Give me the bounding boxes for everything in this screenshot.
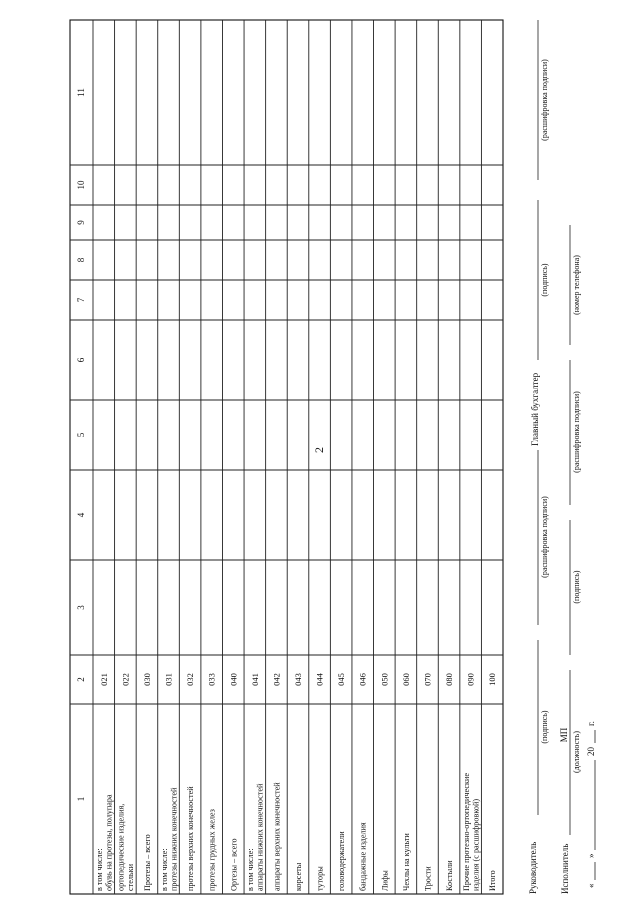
- column-header: 10: [76, 180, 86, 190]
- row-label: Чехлы на культи: [401, 833, 411, 891]
- row-code: 042: [271, 673, 282, 686]
- executor-phone-caption: (номер телефона): [572, 255, 581, 315]
- row-code: 032: [185, 673, 196, 686]
- row-code: 043: [293, 673, 303, 686]
- manager-label: Руководитель: [528, 841, 538, 894]
- row-code: 033: [206, 673, 217, 686]
- row-code: 080: [444, 673, 455, 686]
- executor-decode-caption: (расшифровка подписи): [572, 391, 581, 473]
- row-label: протезы верхних конечностей: [186, 786, 196, 891]
- stamp-mark: МП: [559, 727, 569, 743]
- form-content: [70, 20, 596, 894]
- row-code: 050: [379, 673, 390, 686]
- date-year-prefix: 20: [586, 747, 596, 756]
- column-header: 6: [76, 357, 86, 363]
- column-header: 2: [76, 677, 86, 682]
- row-label: Лифы: [380, 870, 390, 891]
- row-label: изделия (с расшифровкой): [471, 798, 481, 891]
- column-header: 8: [76, 257, 86, 263]
- row-label: стельки: [126, 863, 136, 891]
- row-label: корсеты: [294, 862, 303, 891]
- column-header: 1: [76, 796, 86, 802]
- row-label: головодержатели: [337, 831, 347, 891]
- accountant-decode-caption: (расшифровка подписи): [540, 59, 549, 141]
- row-code: 041: [249, 673, 260, 686]
- row-label: аппараты верхних конечностей: [272, 782, 282, 891]
- row-code: 030: [141, 673, 152, 686]
- row-label: туторы: [315, 866, 325, 891]
- row-label: Трости: [423, 866, 433, 891]
- row-label: Итого: [488, 870, 498, 891]
- row-label: ортопедические изделия,: [116, 803, 126, 891]
- row-label: Протезы – всего: [142, 834, 152, 891]
- row-label: в том числе:: [246, 848, 256, 891]
- row-code: 070: [422, 673, 433, 686]
- row-code: 044: [314, 673, 325, 686]
- manager-decode-caption: (расшифровка подписи): [540, 496, 549, 578]
- row-label: обувь на протезы, полупара: [104, 794, 114, 891]
- column-header: 3: [76, 605, 86, 610]
- executor-position-caption: (должность): [572, 731, 581, 773]
- row-code: 060: [400, 673, 411, 686]
- row-label: в том числе:: [159, 848, 169, 891]
- row-label: аппараты нижних конечностей: [255, 783, 265, 891]
- table-grid: [70, 20, 503, 894]
- column-header: 4: [76, 512, 86, 518]
- date-year-suffix: г.: [586, 721, 596, 726]
- row-label: бандажные изделия: [358, 822, 368, 891]
- row-label: протезы нижних конечностей: [169, 787, 179, 891]
- row-label: в том числе:: [95, 848, 105, 891]
- row-code: 090: [465, 673, 476, 686]
- date-open-quote: «: [586, 883, 596, 888]
- date-close-quote: »: [586, 853, 596, 858]
- row-code: 031: [163, 673, 174, 686]
- data-table: [70, 20, 503, 894]
- row-label: Ортезы – всего: [229, 838, 239, 891]
- row-code: 100: [487, 673, 498, 686]
- signature-block: [528, 20, 596, 894]
- executor-label: Исполнитель: [560, 843, 570, 894]
- row-label: протезы грудных желез: [207, 809, 217, 891]
- row-code: 022: [120, 673, 131, 686]
- manager-sign-caption: (подпись): [540, 710, 549, 744]
- column-header: 7: [76, 297, 86, 303]
- row-label: Прочие протезно-ортопедические: [461, 773, 471, 891]
- accountant-sign-caption: (подпись): [540, 263, 549, 297]
- executor-sign-caption: (подпись): [572, 570, 581, 604]
- column-header: 5: [76, 432, 86, 438]
- row-code: 045: [336, 673, 347, 686]
- row-code: 046: [357, 673, 368, 686]
- column-header: 11: [76, 88, 86, 97]
- row-label: Костыли: [445, 860, 455, 891]
- column-header: 9: [76, 220, 86, 225]
- row-code: 040: [228, 673, 239, 686]
- row-code: 021: [98, 673, 109, 686]
- page-number: 2: [311, 447, 326, 453]
- accountant-label: Главный бухгалтер: [530, 372, 540, 446]
